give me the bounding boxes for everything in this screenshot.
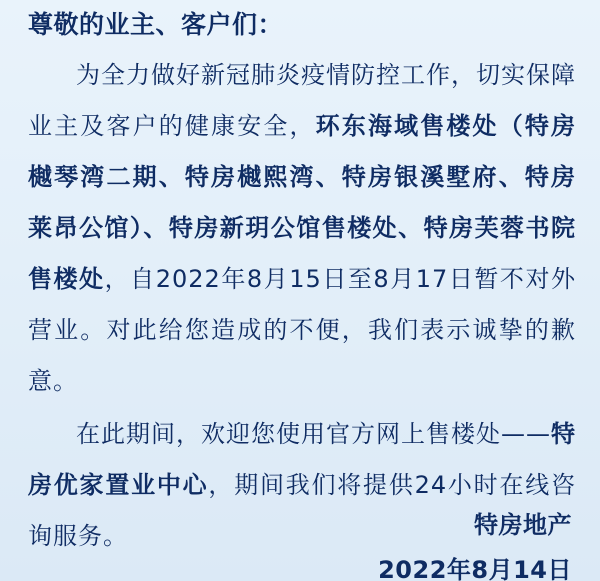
online-sales-center: 特房优家置业中心 <box>28 420 576 499</box>
notice-date: 2022年8月14日 <box>378 556 572 581</box>
paragraph-intro: 为全力做好新冠肺炎疫情防控工作，切实保障业主及客户的健康安全， <box>28 61 576 140</box>
online-intro: 在此期间，欢迎您使用官方网上售楼处—— <box>76 420 551 448</box>
paragraph-closure-notice <box>28 50 576 407</box>
company-name: 特房地产 <box>474 511 572 539</box>
notice-body <box>28 0 576 562</box>
online-closing: ，期间我们将提供24小时在线咨询服务。 <box>28 471 577 550</box>
signature-block <box>378 503 572 581</box>
closed-venues: 环东海域售楼处（特房樾琴湾二期、特房樾熙湾、特房银溪墅府、特房莱昂公馆）、特房新玥公馆售楼处、特房芙蓉书院售楼处 <box>28 112 577 293</box>
closure-period: ，自2022年8月15日至8月17日暂不对外营业。对此给您造成的不便，我们表示诚挚的歉意。 <box>28 265 577 395</box>
greeting: 尊敬的业主、客户们： <box>28 10 284 39</box>
